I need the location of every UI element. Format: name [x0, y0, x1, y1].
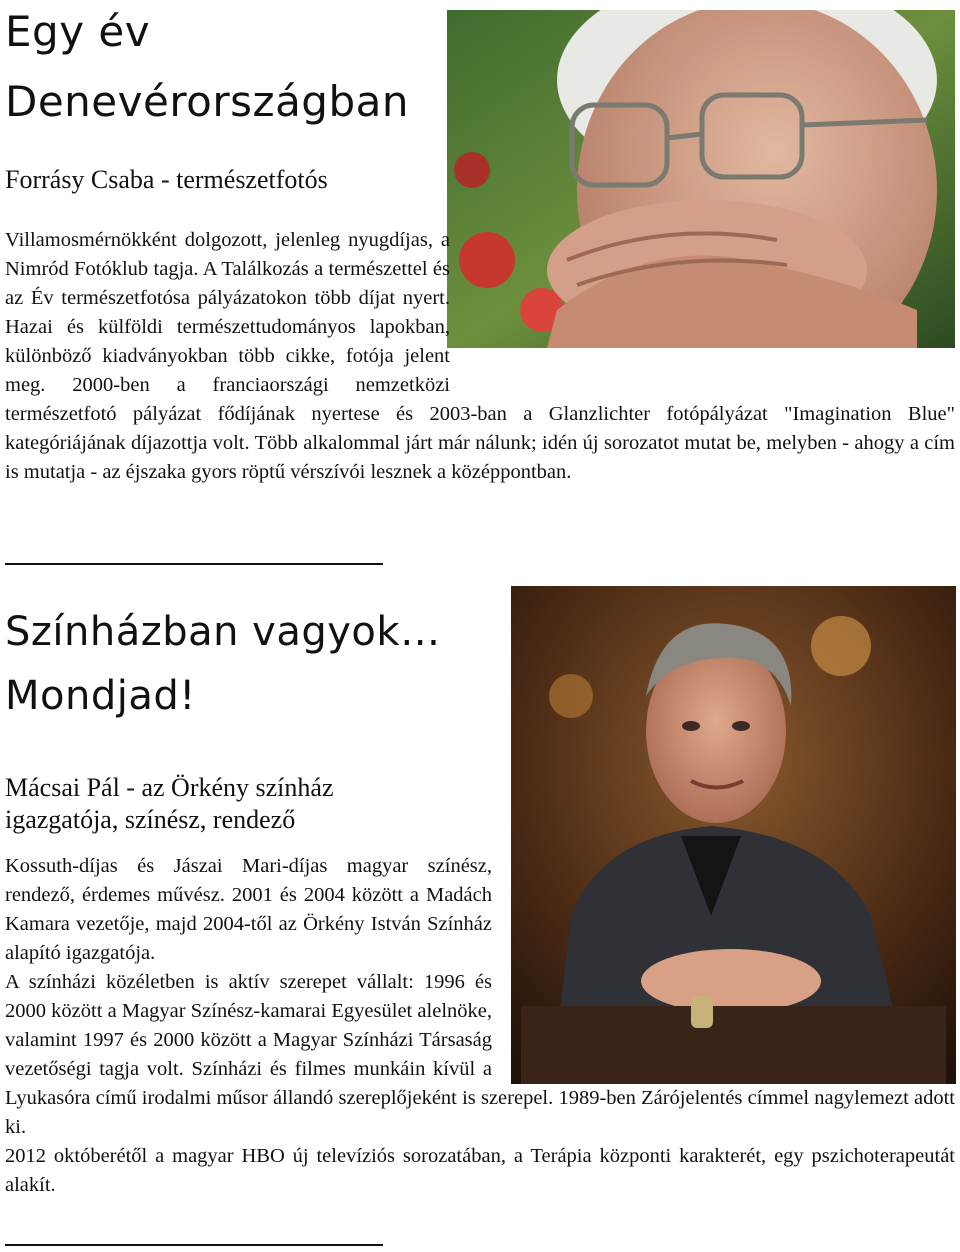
section1-title	[5, 6, 409, 128]
section1-title-line1: Egy év	[5, 7, 151, 56]
divider-1	[5, 563, 383, 565]
section1-subtitle-block	[5, 164, 435, 196]
section2-subtitle-line1: Mácsai Pál - az Örkény színház	[5, 773, 334, 802]
section1-body	[5, 226, 955, 487]
section2-subtitle-block	[5, 772, 505, 836]
section2-paragraph3: 2012 októberétől a magyar HBO új televíziós sorozatában, a Terápia központi karakterét, egy pszichoterapeutát alakít.	[5, 1145, 955, 1196]
section2-title-line2: Mondjad!	[5, 673, 196, 719]
section2-paragraph1: Kossuth-díjas és Jászai Mari-díjas magyar színész, rendező, érdemes művész. 2001 és 2004 között a Madách Kamara vezetője, majd 2004-től az Örkény István Színház alapító igazgatója.	[5, 855, 492, 964]
divider-2	[5, 1244, 383, 1246]
section1-paragraph: Villamosmérnökként dolgozott, jelenleg nyugdíjas, a Nimród Fotóklub tagja. A Találkozás a természettel és az Év természetfotósa pályázatokon több díjat nyert. Hazai és külföldi természettudományos lapokban, különböző kiadványokban több cikke, fotója jelent meg. 2000-ben a franciaországi nemzetközi természetfotó pályázat fődíjának nyertese és 2003-ban a Glanzlichter fotópályázat "Imagination Blue" kategóriájának díjazottja volt. Több alkalommal járt már nálunk; idén új sorozatot mutat be, melyben - ahogy a cím is mutatja - az éjszaka gyors röptű vérszívói lesznek a középpontban.	[5, 229, 955, 483]
section2-subtitle-line2: igazgatója, színész, rendező	[5, 805, 296, 834]
section1-subtitle: Forrásy Csaba - természetfotós	[5, 165, 328, 194]
section2-paragraph2: A színházi közéletben is aktív szerepet vállalt: 1996 és 2000 között a Magyar Színész-kamarai Egyesület alelnöke, valamint 1997 és 2000 között a Magyar Színházi Társaság vezetőségi tagja volt. Színházi és filmes munkáin kívül a Lyukasóra című irodalmi műsor állandó szereplőjeként is szerepel. 1989-ben Zárójelentés címmel nagylemezt adott ki.	[5, 971, 955, 1138]
photo-float-spacer	[450, 226, 955, 376]
section2-title	[5, 606, 441, 722]
photo-float-spacer	[492, 852, 955, 1084]
section1-title-line2: Denevérországban	[5, 77, 409, 126]
section2-title-line1: Színházban vagyok…	[5, 609, 441, 655]
section2-body	[5, 852, 955, 1200]
